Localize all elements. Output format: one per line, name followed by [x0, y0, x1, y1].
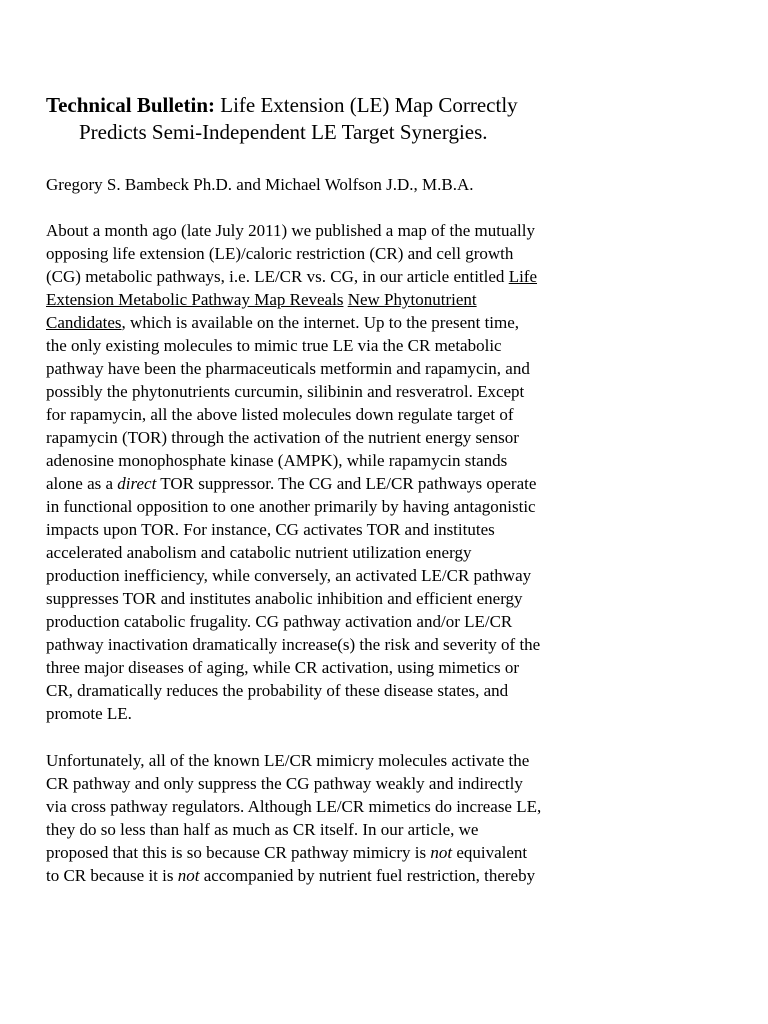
text-line — [46, 495, 646, 518]
emphasis-text: not — [430, 843, 453, 862]
emphasis-text: direct — [117, 474, 157, 493]
text-line — [46, 656, 646, 679]
text-line — [46, 702, 646, 725]
text-line — [46, 449, 646, 472]
body-text: equivalent — [452, 843, 528, 862]
body-text: About a month ago (late July 2011) we published a map of the mutually — [46, 221, 535, 240]
text-line — [46, 818, 646, 841]
text-line — [46, 841, 646, 864]
article-link[interactable]: Life — [508, 267, 538, 286]
text-line — [46, 772, 646, 795]
text-line — [46, 679, 646, 702]
body-text: accompanied by nutrient fuel restriction, thereby — [199, 866, 536, 885]
body-text: they do so less than half as much as CR itself. In our article, we — [46, 820, 479, 839]
body-text: rapamycin (TOR) through the activation of the nutrient energy sensor — [46, 428, 519, 447]
body-text: CR, dramatically reduces the probability of these disease states, and — [46, 681, 509, 700]
body-text: three major diseases of aging, while CR activation, using mimetics or — [46, 658, 520, 677]
paragraph-2 — [46, 749, 646, 887]
text-line — [46, 587, 646, 610]
body-text: accelerated anabolism and catabolic nutrient utilization energy — [46, 543, 472, 562]
emphasis-text: not — [177, 866, 200, 885]
paragraph-1 — [46, 219, 646, 725]
text-line — [46, 426, 646, 449]
text-line — [46, 564, 646, 587]
text-line — [46, 795, 646, 818]
body-text: (CG) metabolic pathways, i.e. LE/CR vs. CG, in our article entitled — [46, 267, 509, 286]
body-text: the only existing molecules to mimic true LE via the CR metabolic — [46, 336, 502, 355]
text-line — [46, 311, 646, 334]
title-line1: Life Extension (LE) Map Correctly — [215, 93, 518, 117]
body-text: , which is available on the internet. Up to the present time, — [121, 313, 520, 332]
body-text: pathway inactivation dramatically increase(s) the risk and severity of the — [46, 635, 541, 654]
body-text: production inefficiency, while conversely, an activated LE/CR pathway — [46, 566, 532, 585]
text-line — [46, 541, 646, 564]
article-link[interactable]: Extension Metabolic Pathway Map Reveals — [46, 290, 344, 309]
text-line — [46, 864, 646, 887]
body-text: opposing life extension (LE)/caloric restriction (CR) and cell growth — [46, 244, 514, 263]
text-line — [46, 265, 646, 288]
body-text: in functional opposition to one another primarily by having antagonistic — [46, 497, 536, 516]
title-line2: Predicts Semi-Independent LE Target Synergies. — [79, 120, 488, 144]
body-text: CR pathway and only suppress the CG pathway weakly and indirectly — [46, 774, 523, 793]
text-line — [46, 749, 646, 772]
body-text: production catabolic frugality. CG pathway activation and/or LE/CR — [46, 612, 513, 631]
body-text: for rapamycin, all the above listed molecules down regulate target of — [46, 405, 514, 424]
article-link[interactable]: New Phytonutrient — [347, 290, 477, 309]
article-link[interactable]: Candidates — [46, 313, 122, 332]
text-line — [46, 380, 646, 403]
text-line — [46, 610, 646, 633]
body-text: Unfortunately, all of the known LE/CR mimicry molecules activate the — [46, 751, 530, 770]
text-line — [46, 633, 646, 656]
author-line: Gregory S. Bambeck Ph.D. and Michael Wolfson J.D., M.B.A. — [46, 175, 474, 194]
body-text: impacts upon TOR. For instance, CG activates TOR and institutes — [46, 520, 495, 539]
text-line — [46, 334, 646, 357]
body-text: adenosine monophosphate kinase (AMPK), while rapamycin stands — [46, 451, 508, 470]
body-text: alone as a — [46, 474, 118, 493]
body-text: via cross pathway regulators. Although LE/CR mimetics do increase LE, — [46, 797, 542, 816]
body-text: promote LE. — [46, 704, 132, 723]
body-text: possibly the phytonutrients curcumin, silibinin and resveratrol. Except — [46, 382, 525, 401]
body-text: suppresses TOR and institutes anabolic inhibition and efficient energy — [46, 589, 523, 608]
body-text: pathway have been the pharmaceuticals metformin and rapamycin, and — [46, 359, 530, 378]
document-title — [46, 92, 736, 146]
text-line — [46, 518, 646, 541]
title-prefix: Technical Bulletin: — [46, 93, 215, 117]
body-text: TOR suppressor. The CG and LE/CR pathways operate — [156, 474, 537, 493]
text-line — [46, 242, 646, 265]
text-line — [46, 357, 646, 380]
text-line — [46, 403, 646, 426]
text-line — [46, 219, 646, 242]
text-line — [46, 472, 646, 495]
text-line — [46, 288, 646, 311]
body-text: to CR because it is — [46, 866, 178, 885]
body-text: proposed that this is so because CR pathway mimicry is — [46, 843, 431, 862]
